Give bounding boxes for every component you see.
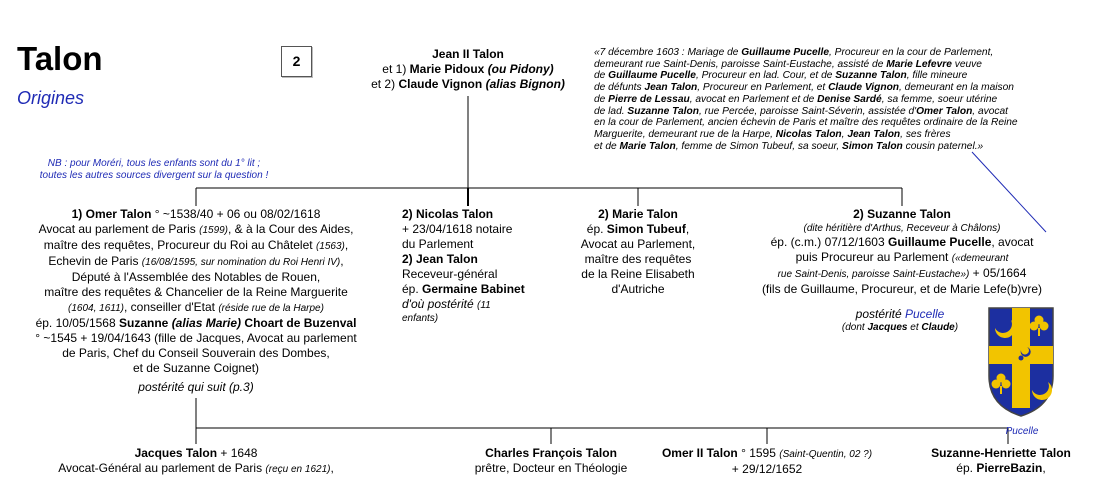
text-fragment: d'Autriche (611, 282, 665, 296)
text-fragment: Suzanne Talon (627, 105, 699, 117)
text-fragment: «7 décembre 1603 : Mariage de (594, 47, 742, 58)
text-fragment: ° 1595 (737, 446, 780, 460)
text-fragment: prêtre, Docteur en Théologie (474, 461, 628, 475)
text-fragment: Receveur-général (402, 267, 498, 281)
father-name[interactable]: Jean II Talon (432, 47, 504, 61)
text-fragment: , femme de Simon Tubeuf, sa soeur, (675, 140, 843, 152)
text-fragment: (1604, 1611) (68, 303, 124, 314)
pucelle-posterity (820, 307, 980, 335)
text-fragment: et de Suzanne Coignet) (132, 361, 260, 375)
nb-note-line2: toutes les autres sources divergent sur la question ! (39, 170, 269, 181)
text-fragment: maître des requêtes & Chancelier de la Reine Marguerite (44, 285, 348, 299)
text-fragment: Nicolas Talon (775, 128, 842, 140)
text-fragment: ép. (c.m.) 07/12/1603 (770, 235, 888, 249)
omer-ii-talon-name[interactable]: Omer II Talon (661, 446, 738, 460)
text-fragment: , & à la Cour des Aides, (228, 222, 354, 236)
mother2-name[interactable]: Claude Vignon (398, 77, 483, 91)
text-fragment: de (594, 93, 609, 105)
text-fragment: (alias Marie) (171, 316, 242, 330)
text-fragment: Député à l'Assemblée des Notables de Rouen, (71, 270, 321, 284)
nb-note-line1: NB : pour Moréri, tous les enfants sont du 1° lit ; (47, 158, 261, 169)
text-fragment: veuve (951, 58, 982, 70)
text-fragment: enfants) (402, 313, 439, 324)
mother1-prefix: et 1) (382, 62, 410, 76)
text-fragment: , (344, 238, 349, 252)
nicolas-jean-talon-entry (402, 207, 552, 325)
text-fragment: , (841, 128, 848, 140)
text-fragment: , Procureur en Parlement, et (697, 82, 829, 94)
text-fragment: et de (594, 140, 620, 152)
text-fragment: ) (954, 322, 959, 333)
text-fragment: cousin paternel.» (902, 140, 984, 152)
text-fragment: , Procureur en lad. Cour, et de (695, 70, 836, 82)
spouse-pierre-bazin[interactable]: PierreBazin (976, 461, 1043, 475)
nb-note (14, 158, 294, 182)
text-fragment: Avocat au parlement de Paris (38, 222, 200, 236)
text-fragment: ép. (586, 222, 607, 236)
arms-caption[interactable]: Pucelle (1005, 426, 1039, 437)
mother2-alias: (alias Bignon) (485, 77, 565, 91)
text-fragment: et (907, 322, 922, 333)
text-fragment: + 1648 (217, 446, 258, 460)
text-fragment: de (594, 70, 609, 82)
mother1-name[interactable]: Marie Pidoux (409, 62, 485, 76)
text-fragment: , (330, 461, 334, 475)
text-fragment: de Paris, Chef du Conseil Souverain des Dombes, (62, 346, 330, 360)
spouse-suzanne-choart[interactable]: Suzanne (119, 316, 172, 330)
text-fragment: (Saint-Quentin, 02 ?) (779, 449, 873, 460)
text-fragment: , avocat (991, 235, 1034, 249)
text-fragment: Avocat-Général au parlement de Paris (58, 461, 266, 475)
text-fragment: Marie Talon (619, 140, 676, 152)
suzanne-henriette-talon-entry (906, 446, 1096, 476)
text-fragment: , Procureur en la cour de Parlement, (829, 47, 994, 58)
text-fragment: , (340, 254, 344, 268)
text-fragment: , avocat (972, 105, 1008, 117)
text-fragment: ° ~1545 + 19/04/1643 (fille de Jacques, Avocat au parlement (35, 331, 357, 345)
text-fragment: Claude Vignon (828, 82, 900, 94)
text-fragment: , (1042, 461, 1046, 475)
text-fragment: Jean Talon (644, 82, 698, 94)
omer-talon-name[interactable]: 1) Omer Talon (71, 207, 152, 221)
text-fragment: + 29/12/1652 (731, 462, 803, 476)
omer-ii-talon-entry (642, 446, 892, 477)
text-fragment: Avocat au Parlement, (580, 237, 696, 251)
mother1-alias: (ou Pidony) (487, 62, 554, 76)
text-fragment: Jacques (867, 322, 908, 333)
text-fragment: de la Reine Elisabeth (581, 267, 695, 281)
text-fragment: («demeurant (951, 253, 1009, 264)
text-fragment: Suzanne Talon (835, 70, 907, 82)
nicolas-talon-name[interactable]: 2) Nicolas Talon (402, 207, 494, 221)
text-fragment: (dite héritière d'Arthus, Receveur à Châlons) (803, 223, 1001, 234)
text-fragment: du Parlement (402, 237, 474, 251)
parents-block (330, 47, 609, 92)
charles-francois-talon-entry (451, 446, 651, 476)
text-fragment: , conseiller d'Etat (124, 300, 219, 314)
text-fragment: Simon Talon (842, 140, 903, 152)
text-fragment: Choart de Buzenval (241, 316, 357, 330)
text-fragment: Denise Sardé (817, 93, 882, 105)
spouse-simon-tubeuf[interactable]: Simon Tubeuf (606, 222, 686, 236)
text-fragment: + 05/1664 (969, 266, 1027, 280)
charles-francois-talon-name[interactable]: Charles François Talon (485, 446, 617, 460)
text-fragment: en la cour de Parlement, ancien échevin de Paris et maître des requêtes ordinaire de la Reine (594, 117, 1018, 129)
text-fragment: postérité (855, 307, 905, 321)
text-fragment: , avocat en Parlement et de (689, 93, 818, 105)
marriage-quote (594, 47, 1046, 152)
page-title: Talon (17, 40, 103, 77)
spouse-germaine-babinet[interactable]: Germaine Babinet (422, 282, 525, 296)
jacques-talon-name[interactable]: Jacques Talon (134, 446, 218, 460)
text-fragment: , rue Percée, paroisse Saint-Séverin, assistée d' (698, 105, 917, 117)
page-subtitle: Origines (17, 88, 85, 108)
quote-name-marie-lefevre: Marie Lefevre (886, 58, 952, 70)
text-fragment: de lad. (594, 105, 628, 117)
text-fragment: Marguerite, demeurant rue de la Harpe, (594, 128, 776, 140)
text-fragment: , ses frères (900, 128, 951, 140)
text-fragment: de défunts (594, 82, 645, 94)
text-fragment: Jean Talon (847, 128, 901, 140)
text-fragment: d'où postérité (402, 297, 478, 311)
page-number-box[interactable]: 2 (281, 46, 312, 77)
jean-talon-name[interactable]: 2) Jean Talon (402, 252, 478, 266)
text-fragment: , (685, 222, 690, 236)
text-fragment: Guillaume Pucelle (608, 70, 696, 82)
quote-name-guillaume-pucelle: Guillaume Pucelle (741, 47, 830, 58)
text-fragment: (11 (477, 300, 491, 311)
text-fragment: (dont (841, 322, 868, 333)
marie-talon-entry (563, 207, 713, 297)
text-fragment: (1599) (199, 225, 229, 236)
text-fragment: + 23/04/1618 notaire (402, 222, 513, 236)
suzanne-talon-name[interactable]: 2) Suzanne Talon (853, 207, 951, 221)
text-fragment: ép. (956, 461, 977, 475)
omer-talon-entry (6, 207, 386, 395)
omer-posterity-link[interactable]: postérité qui suit (p.3) (138, 380, 254, 394)
text-fragment: (1563) (315, 241, 345, 252)
pucelle-coat-of-arms[interactable] (987, 306, 1055, 418)
text-fragment: , fille mineure (906, 70, 968, 82)
text-fragment: ép. 10/05/1568 (35, 316, 119, 330)
mother2-prefix: et 2) (371, 77, 399, 91)
text-fragment: Echevin de Paris (48, 254, 142, 268)
text-fragment: Claude (921, 322, 955, 333)
text-fragment: , sa femme, soeur utérine (881, 93, 998, 105)
text-fragment: rue Saint-Denis, paroisse Saint-Eustache») (777, 269, 970, 280)
text-fragment: (réside rue de la Harpe) (218, 303, 324, 314)
text-fragment: ° ~1538/40 + 06 ou 08/02/1618 (151, 207, 321, 221)
text-fragment: maître des requêtes (584, 252, 692, 266)
text-fragment: Omer Talon (916, 105, 973, 117)
text-fragment: (16/08/1595, sur nomination du Roi Henri IV) (141, 257, 341, 268)
text-fragment: demeurant rue Saint-Denis, paroisse Saint-Eustache, assisté de (594, 58, 887, 70)
text-fragment: (fils de Guillaume, Procureur, et de Marie Lefe(b)vre) (761, 282, 1043, 296)
text-fragment: (reçu en 1621) (265, 464, 331, 475)
text-fragment: maître des requêtes, Procureur du Roi au Châtelet (43, 238, 316, 252)
text-fragment: Pierre de Lessau (608, 93, 690, 105)
spouse-guillaume-pucelle[interactable]: Guillaume Pucelle (888, 235, 992, 249)
pucelle-posterity-link[interactable]: Pucelle (905, 307, 945, 321)
marie-talon-name[interactable]: 2) Marie Talon (598, 207, 678, 221)
text-fragment: puis Procureur au Parlement (795, 250, 952, 264)
suzanne-henriette-talon-name[interactable]: Suzanne-Henriette Talon (931, 446, 1071, 460)
text-fragment: , demeurant en la maison (899, 82, 1014, 94)
text-fragment: ép. (402, 282, 423, 296)
jacques-talon-entry (20, 446, 372, 477)
suzanne-talon-entry (736, 207, 1068, 297)
